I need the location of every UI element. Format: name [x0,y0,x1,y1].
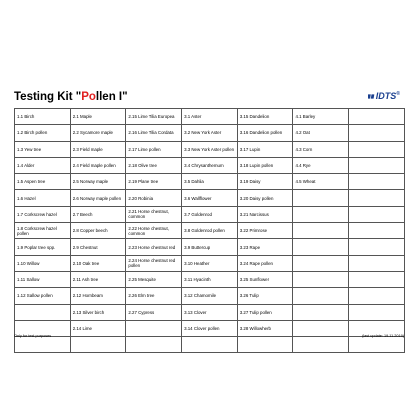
table-cell [15,337,71,353]
table-cell: 2.2 Sycamore maple [70,125,126,141]
table-cell: 1.9 Poplar tree spp. [15,239,71,255]
table-cell [349,141,405,157]
table-cell: 3.9 Buttercup [182,239,238,255]
table-cell: 2.25 Mesquite [126,271,182,287]
table-cell [293,271,349,287]
table-cell: 3.7 Goldenrod [182,206,238,222]
table-cell: 3.11 Hyacinth [182,271,238,287]
table-cell: 2.23 Horse chestnut red [126,239,182,255]
table-cell: 4.3 Corn [293,141,349,157]
table-row [15,271,405,287]
table-cell: 1.1 Birch [15,109,71,125]
table-cell: 1.8 Corkscrew hazel pollen [15,223,71,239]
table-cell [349,190,405,206]
table-cell: 2.3 Field maple [70,141,126,157]
table-cell: 2.4 Field maple pollen [70,157,126,173]
table-cell: 1.3 Yew tree [15,141,71,157]
table-cell: 3.8 Goldenrod pollen [182,223,238,239]
table-row [15,125,405,141]
table-cell: 1.7 Corkscrew hazel [15,206,71,222]
title-red-part: Po [81,91,96,103]
table-row [15,223,405,239]
table-cell [15,304,71,320]
logo-text: IDTS [375,91,397,101]
table-cell: 2.19 Plane tree [126,174,182,190]
table-cell: 1.4 Alder [15,157,71,173]
table-cell [293,223,349,239]
table-cell: 3.5 Dahlia [182,174,238,190]
table-cell: 3.13 Clover [182,304,238,320]
table-cell [126,320,182,336]
table-cell: 3.22 Primrose [237,223,293,239]
table-row [15,174,405,190]
table-cell: 3.19 Daisy [237,174,293,190]
table-cell: 4.2 Oat [293,125,349,141]
table-cell [349,255,405,271]
table-cell: 3.28 Willowherb [237,320,293,336]
table-cell: 2.13 Silver birch [70,304,126,320]
table-cell: 3.6 Wallflower [182,190,238,206]
table-cell [349,271,405,287]
table-cell: 2.11 Ash tree [70,271,126,287]
table-cell [349,337,405,353]
table-cell: 2.5 Norway maple [70,174,126,190]
table-cell: 3.12 Chamomile [182,288,238,304]
table-row [15,320,405,336]
table-cell [349,125,405,141]
table-cell: 1.5 Aspen tree [15,174,71,190]
table-cell [293,304,349,320]
table-cell: 3.24 Rape pollen [237,255,293,271]
page-title [14,91,128,103]
table-cell [126,337,182,353]
table-cell: 4.5 Wheat [293,174,349,190]
table-cell: 3.27 Tulip pollen [237,304,293,320]
table-cell [293,288,349,304]
pollen-table-body [15,109,405,353]
table-cell [349,174,405,190]
title-prefix: Testing Kit " [14,91,82,103]
table-cell: 3.21 Narcissus [237,206,293,222]
table-cell [293,206,349,222]
table-cell: 3.23 Rape [237,239,293,255]
table-cell: 1.2 Birch pollen [15,125,71,141]
table-cell [293,320,349,336]
table-cell: 3.26 Tulip [237,288,293,304]
table-cell: 2.14 Lime [70,320,126,336]
idts-logo [368,91,400,101]
table-cell: 2.24 Horse chestnut red pollen [126,255,182,271]
table-cell: 3.10 Heather [182,255,238,271]
table-cell: 2.8 Copper beech [70,223,126,239]
table-cell [349,109,405,125]
table-cell: 2.1 Maple [70,109,126,125]
title-rest: llen I" [95,91,128,103]
table-cell [293,255,349,271]
table-row [15,157,405,173]
table-cell: 2.7 Beech [70,206,126,222]
footer-note: Only for test purposes [14,334,52,338]
table-row [15,337,405,353]
table-cell: 2.15 Lime Tilia Europea [126,109,182,125]
table-cell [349,304,405,320]
footer-last-update: (last update: 19.11.2019) [362,334,404,338]
table-row [15,239,405,255]
table-cell: 2.9 Chestnut [70,239,126,255]
table-cell [349,157,405,173]
table-cell: 2.6 Norway maple pollen [70,190,126,206]
pollen-table [14,108,405,353]
table-cell [182,337,238,353]
table-cell: 2.10 Oak tree [70,255,126,271]
table-cell [293,239,349,255]
table-cell: 1.10 Willow [15,255,71,271]
table-cell [349,239,405,255]
table-cell: 2.26 Elm tree [126,288,182,304]
table-row [15,109,405,125]
table-cell: 4.4 Rye [293,157,349,173]
table-cell: 4.1 Barley [293,109,349,125]
table-cell [349,288,405,304]
table-row [15,206,405,222]
table-cell: 1.12 Sallow pollen [15,288,71,304]
table-row [15,288,405,304]
table-cell: 3.4 Chrysanthemum [182,157,238,173]
table-cell [349,206,405,222]
table-cell: 2.18 Olive tree [126,157,182,173]
logo-registered-mark: ® [396,91,400,97]
table-cell: 3.18 Lupin pollen [237,157,293,173]
table-cell: 3.16 Dandelion pollen [237,125,293,141]
logo-mark-icon [368,93,375,100]
table-row [15,255,405,271]
table-cell: 3.25 Sunflower [237,271,293,287]
table-cell: 2.17 Lime pollen [126,141,182,157]
table-cell: 3.2 New York Aster [182,125,238,141]
table-cell: 3.1 Aster [182,109,238,125]
table-cell: 1.11 Sallow [15,271,71,287]
table-cell: 2.16 Lime Tilia Cordata [126,125,182,141]
table-cell [349,223,405,239]
table-cell: 2.22 Horse chestnut, common [126,223,182,239]
table-cell: 3.3 New York Aster pollen [182,141,238,157]
table-cell: 3.15 Dandelion [237,109,293,125]
table-cell: 2.20 Robinia [126,190,182,206]
table-cell [293,337,349,353]
table-cell [237,337,293,353]
table-cell: 3.20 Daisy pollen [237,190,293,206]
table-cell [70,337,126,353]
table-cell: 3.17 Lupin [237,141,293,157]
table-cell: 2.12 Hornbeam [70,288,126,304]
table-row [15,304,405,320]
table-cell [293,190,349,206]
table-cell: 3.14 Clover pollen [182,320,238,336]
table-cell: 2.21 Horse chestnut, common [126,206,182,222]
table-row [15,190,405,206]
table-row [15,141,405,157]
table-cell: 1.6 Hazel [15,190,71,206]
table-cell: 2.27 Cypress [126,304,182,320]
